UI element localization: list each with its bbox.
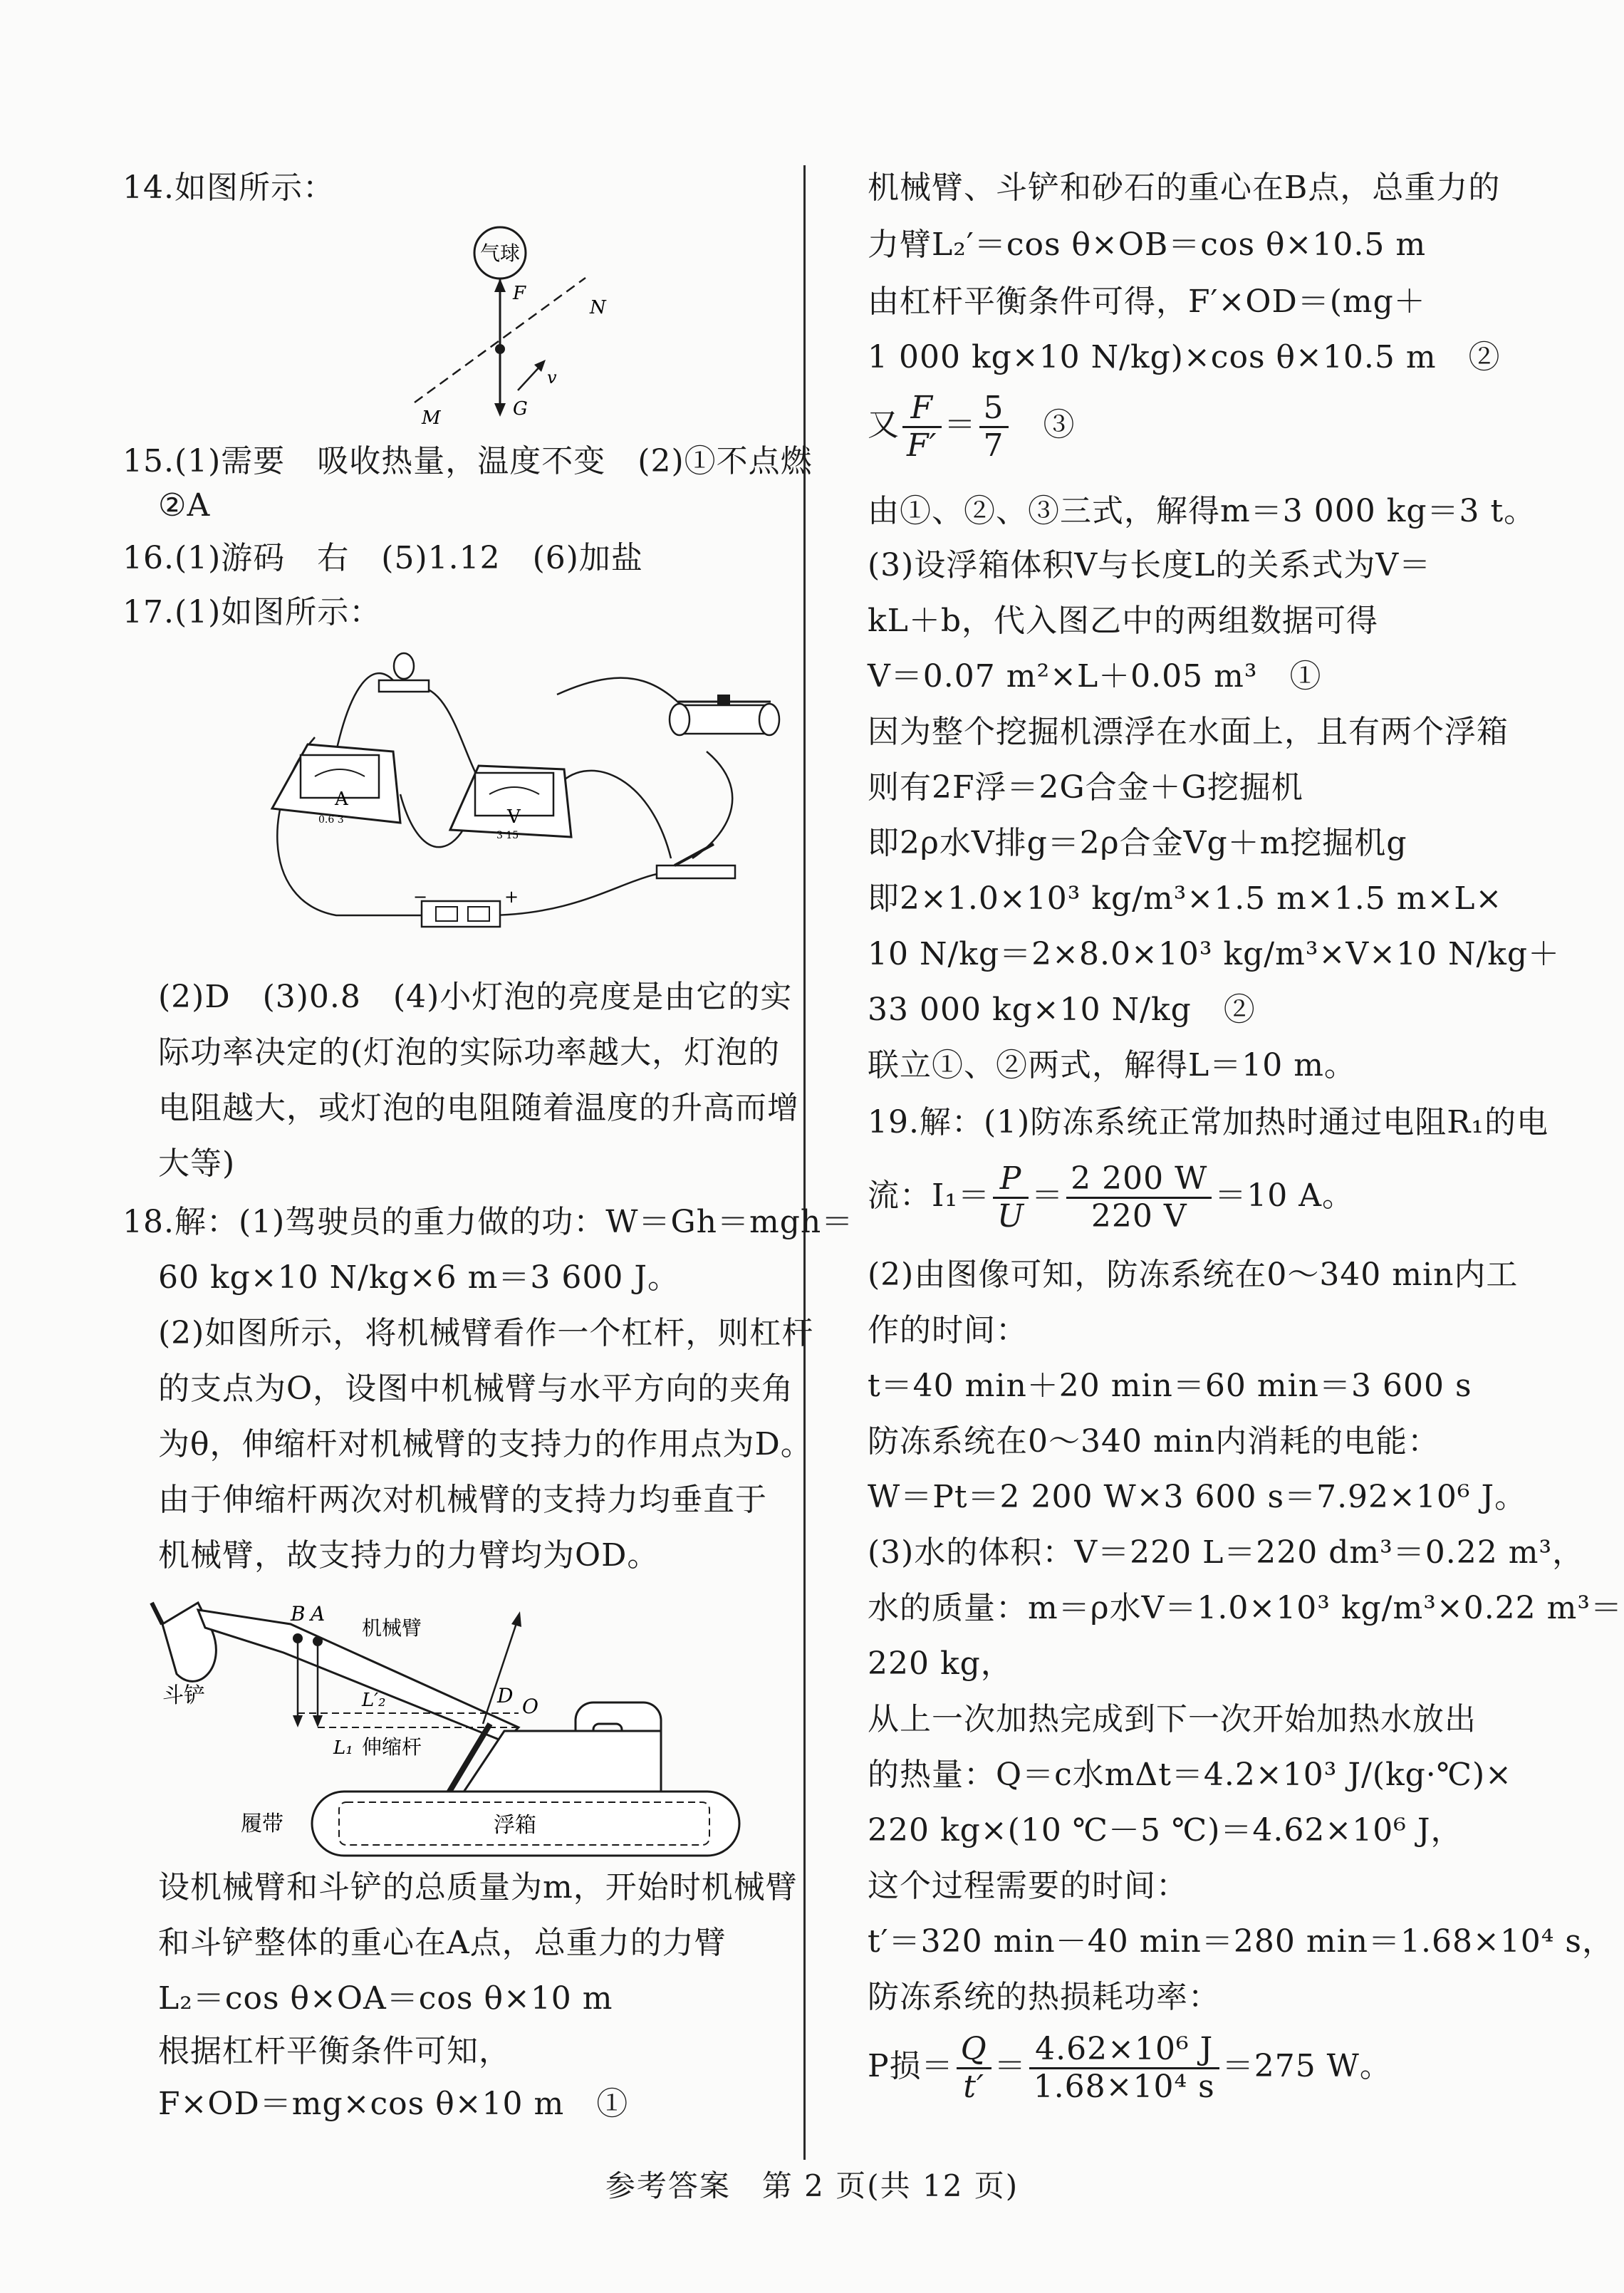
r-line13: 即2×1.0×10³ kg/m³×1.5 m×1.5 m×L× <box>868 880 1503 917</box>
r-line10: 因为整个挖掘机漂浮在水面上，且有两个浮箱 <box>868 714 1509 750</box>
r5-numerator: F <box>902 390 942 428</box>
r33-suffix: ＝275 W。 <box>1222 2048 1392 2084</box>
r-line28: 的热量：Q＝c水mΔt＝4.2×10³ J/(kg·℃)× <box>868 1757 1513 1793</box>
q18-line5: 为θ，伸缩杆对机械臂的支持力的作用点为D。 <box>158 1426 813 1462</box>
r5-denominator: F′ <box>907 427 937 464</box>
excavator-diagram <box>148 1589 775 1859</box>
r-line27: 从上一次加热完成到下一次开始加热水放出 <box>868 1701 1477 1737</box>
r33-numerator2: 4.62×10⁶ J <box>1029 2032 1219 2069</box>
r-line19: (2)由图像可知，防冻系统在0～340 min内工 <box>868 1257 1519 1293</box>
battery <box>413 887 519 927</box>
q17-heading: 17.(1)如图所示： <box>123 594 382 630</box>
r-line18 <box>868 1161 1354 1234</box>
body <box>462 1731 661 1795</box>
r-line33 <box>868 2032 1392 2105</box>
r5-denominator2: 7 <box>983 427 1004 464</box>
r18-denominator2: 220 V <box>1091 1198 1187 1234</box>
wire-rheostat-switch <box>692 752 732 858</box>
q18-line4: 的支点为O，设图中机械臂与水平方向的夹角 <box>158 1371 794 1407</box>
label-n: N <box>590 297 606 318</box>
balloon-point <box>495 344 505 354</box>
r5-prefix: 又 <box>868 407 900 443</box>
r-line21: t＝40 min＋20 min＝60 min＝3 600 s <box>868 1368 1472 1404</box>
battery-minus: − <box>413 887 428 907</box>
force-g-arrow <box>494 403 506 417</box>
label-l1: L₁ <box>333 1737 353 1759</box>
label-o: O <box>522 1695 538 1718</box>
r18-denominator: U <box>997 1198 1025 1234</box>
voltmeter <box>450 766 571 841</box>
r-line2: 力臂L₂′＝cos θ×OB＝cos θ×10.5 m <box>868 227 1427 263</box>
q18-line2: 60 kg×10 N/kg×6 m＝3 600 J。 <box>158 1259 680 1296</box>
support-force-arrow <box>511 1611 521 1627</box>
q18-line11: 根据杠杆平衡条件可知， <box>158 2033 511 2069</box>
lamp <box>379 653 429 692</box>
r-line12: 即2ρ水V排g＝2ρ合金Vg＋m挖掘机g <box>868 825 1407 861</box>
q17-line2b: 际功率决定的(灯泡的实际功率越大，灯泡的 <box>158 1034 781 1071</box>
r-line3: 由杠杆平衡条件可得，F′×OD＝(mg＋ <box>868 284 1426 320</box>
r18-prefix: 流：I₁＝ <box>868 1177 991 1214</box>
q18-line6: 由于伸缩杆两次对机械臂的支持力均垂直于 <box>158 1482 767 1518</box>
label-g: G <box>513 398 528 420</box>
r-line31: t′＝320 min－40 min＝280 min＝1.68×10⁴ s， <box>868 1923 1615 1960</box>
r-line30: 这个过程需要的时间： <box>868 1868 1188 1904</box>
gravity-b-arrow <box>293 1715 303 1727</box>
r5-equals: ＝ <box>944 407 977 443</box>
pontoon-label: 浮箱 <box>494 1813 536 1838</box>
r5-suffix: ③ <box>1011 407 1076 443</box>
r-line1: 机械臂、斗铲和砂石的重心在B点，总重力的 <box>868 170 1501 206</box>
q18-line7: 机械臂，故支持力的力臂均为OD。 <box>158 1537 660 1574</box>
label-a: A <box>311 1602 326 1626</box>
label-m: M <box>422 407 441 427</box>
fraction-power-loss <box>1029 2032 1219 2105</box>
r-line8: kL＋b，代入图乙中的两组数据可得 <box>868 603 1379 639</box>
r-line32: 防冻系统的热损耗功率： <box>868 1979 1220 2015</box>
r-line29: 220 kg×(10 ℃－5 ℃)＝4.62×10⁶ J， <box>868 1812 1463 1849</box>
r5-numerator2: 5 <box>979 390 1009 428</box>
q17-line2c: 电阻越大，或灯泡的电阻随着温度的升高而增 <box>158 1090 799 1126</box>
q15-line1: 15.(1)需要 吸收热量，温度不变 (2)①不点燃 <box>123 443 813 479</box>
r-line14: 10 N/kg＝2×8.0×10³ kg/m³×V×10 N/kg＋ <box>868 936 1561 972</box>
q18-line9: 和斗铲整体的重心在A点，总重力的力臂 <box>158 1925 727 1961</box>
fraction-q-t <box>957 2032 991 2105</box>
label-f: F <box>513 283 526 304</box>
label-b: B <box>291 1602 306 1626</box>
bucket-label: 斗铲 <box>162 1683 205 1708</box>
label-d: D <box>497 1684 514 1707</box>
r33-prefix: P损＝ <box>868 2048 954 2084</box>
r-line17: 19.解：(1)防冻系统正常加热时通过电阻R₁的电 <box>868 1104 1549 1140</box>
q18-line1: 18.解：(1)驾驶员的重力做的功：W＝Gh＝mgh＝ <box>123 1204 854 1240</box>
q18-line10: L₂＝cos θ×OA＝cos θ×10 m <box>158 1980 613 2017</box>
r33-denominator: t′ <box>963 2069 984 2105</box>
r-line16: 联立①、②两式，解得L＝10 m。 <box>868 1047 1356 1083</box>
r33-numerator: Q <box>957 2032 991 2069</box>
mechanical-arm <box>198 1610 519 1742</box>
q15-line2: ②A <box>158 487 211 524</box>
q16-line: 16.(1)游码 右 (5)1.12 (6)加盐 <box>123 540 643 576</box>
fraction-f-fprime <box>902 390 942 464</box>
r-line5 <box>868 390 1076 464</box>
fraction-p-u <box>993 1161 1029 1234</box>
q14-heading: 14.如图所示： <box>123 170 335 206</box>
r-line11: 则有2F浮＝2G合金＋G挖掘机 <box>868 769 1303 806</box>
r-line24: (3)水的体积：V＝220 L＝220 dm³＝0.22 m³， <box>868 1534 1585 1571</box>
support-force <box>483 1617 519 1724</box>
q18-line8: 设机械臂和斗铲的总质量为m，开始时机械臂 <box>158 1869 798 1905</box>
label-l2-prime: L′₂ <box>362 1690 386 1711</box>
rheostat <box>670 695 779 735</box>
q17-line2a: (2)D (3)0.8 (4)小灯泡的亮度是由它的实 <box>158 979 793 1015</box>
r-line25: 水的质量：m＝ρ水V＝1.0×10³ kg/m³×0.22 m³＝ <box>868 1590 1623 1626</box>
ammeter-label: A <box>335 789 348 810</box>
gravity-a-arrow <box>313 1715 323 1727</box>
r-line22: 防冻系统在0～340 min内消耗的电能： <box>868 1423 1440 1460</box>
voltmeter-label: V <box>507 806 521 828</box>
wire-voltmeter-switch <box>557 771 671 858</box>
r-line6: 由①、②、③三式，解得m＝3 000 kg＝3 t。 <box>868 493 1536 529</box>
q17-line2d: 大等) <box>158 1145 236 1182</box>
r18-numerator2: 2 200 W <box>1066 1161 1212 1199</box>
q18-line3: (2)如图所示，将机械臂看作一个杠杆，则杠杆 <box>158 1315 814 1351</box>
r-line4: 1 000 kg×10 N/kg)×cos θ×10.5 m ② <box>868 339 1501 375</box>
page-footer: 参考答案 第 2 页(共 12 页) <box>605 2168 1019 2203</box>
arm-label: 机械臂 <box>362 1616 422 1640</box>
r-line26: 220 kg， <box>868 1645 1013 1682</box>
voltmeter-scale: 3 15 <box>496 830 519 841</box>
r-line20: 作的时间： <box>868 1312 1028 1348</box>
balloon-label: 气球 <box>479 241 521 265</box>
r33-denominator2: 1.68×10⁴ s <box>1033 2069 1215 2105</box>
ammeter-scale: 0.6 3 <box>318 814 344 826</box>
rod-label: 伸缩杆 <box>362 1735 422 1759</box>
balloon-force-diagram <box>372 214 628 427</box>
ammeter <box>272 744 400 826</box>
r-line7: (3)设浮箱体积V与长度L的关系式为V＝ <box>868 547 1432 583</box>
q18-line12: F×OD＝mg×cos θ×10 m ① <box>158 2086 629 2122</box>
battery-plus: + <box>504 887 519 907</box>
r-line15: 33 000 kg×10 N/kg ② <box>868 992 1256 1028</box>
force-f-arrow <box>494 279 506 292</box>
fraction-5-7 <box>979 390 1009 464</box>
r-line23: W＝Pt＝2 200 W×3 600 s＝7.92×10⁶ J。 <box>868 1479 1527 1515</box>
label-v: v <box>547 368 557 388</box>
r18-numerator: P <box>993 1161 1029 1199</box>
r18-suffix: ＝10 A。 <box>1214 1177 1355 1214</box>
r18-equals: ＝ <box>1031 1177 1064 1214</box>
track-label: 履带 <box>241 1811 283 1836</box>
fraction-2200-220 <box>1066 1161 1212 1234</box>
circuit-diagram <box>251 645 792 944</box>
r33-equals: ＝ <box>994 2048 1026 2084</box>
r-line9: V＝0.07 m²×L＋0.05 m³ ① <box>868 658 1322 695</box>
